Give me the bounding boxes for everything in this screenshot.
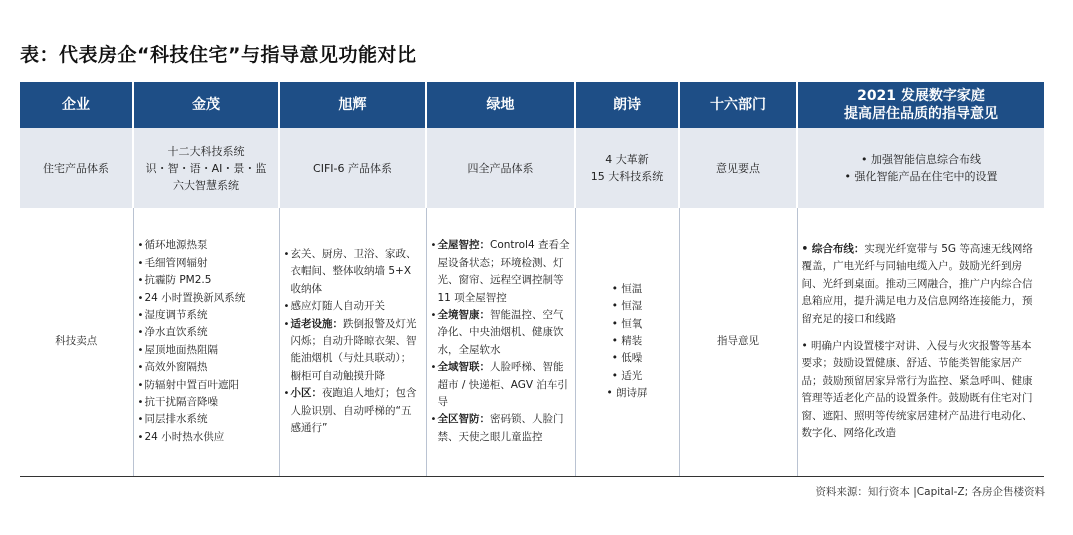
xuhui-feature-item	[284, 298, 422, 315]
lvdi-feature-item-heading: 全域智联：	[437, 361, 490, 374]
header-sixteen-departments: 十六部门	[679, 82, 797, 128]
table-header-row	[20, 82, 1044, 128]
langshi-sell-cell	[575, 208, 679, 476]
product-system-row	[20, 128, 1044, 208]
langshi-system-line: 4 大革新	[605, 153, 649, 166]
header-xuhui: 旭辉	[279, 82, 426, 128]
guide-system-line: • 加强智能信息综合布线	[861, 153, 981, 166]
jinmao-system-line: 识・智・语・AI・景・监	[145, 161, 267, 175]
langshi-feature-item: • 恒温	[611, 282, 643, 295]
header-guide	[797, 82, 1044, 128]
jinmao-feature-item: • 屋顶地面热阻隔	[138, 342, 275, 359]
guide-paragraph-heading: • 综合布线：	[801, 243, 865, 256]
langshi-feature-item: • 恒氧	[611, 317, 643, 330]
header-jinmao: 金茂	[133, 82, 279, 128]
tech-selling-points-row	[20, 208, 1044, 476]
jinmao-feature-item: • 毛细管网辐射	[138, 255, 275, 272]
header-guide-line: 提高居住品质的指导意见	[844, 106, 998, 122]
header-lvdi: 绿地	[426, 82, 575, 128]
langshi-feature-list	[580, 281, 675, 403]
jinmao-feature-item: • 高效外窗隔热	[138, 359, 275, 376]
xuhui-system-cell: CIFI-6 产品体系	[279, 128, 426, 208]
guide-paragraph-text: 实现光纤宽带与 5G 等高速无线网络覆盖，广电光纤与同轴电缆入户。鼓励光纤到房间、光纤到桌面。推动三网融合，推广户内综合信息箱应用，提升满足电力及信息网络连接能力，预留充足的接口和线路	[801, 243, 1033, 325]
lvdi-feature-item-heading: 全区智防：	[437, 413, 490, 426]
langshi-feature-item: • 朗诗屏	[606, 387, 648, 400]
xuhui-feature-item	[284, 316, 422, 386]
lvdi-feature-item-text: 密码锁、人脸门禁、天使之眼儿童监控	[437, 413, 564, 443]
jinmao-system-line: 十二大科技系统	[167, 144, 245, 158]
langshi-feature-item: • 低噪	[611, 352, 643, 365]
xuhui-feature-item-heading: 小区：	[290, 387, 322, 400]
xuhui-feature-item-text: 感应灯随人自动开关	[290, 300, 385, 313]
langshi-system-line: 15 大科技系统	[590, 170, 664, 183]
jinmao-feature-item: • 抗干扰隔音降噪	[138, 394, 275, 411]
langshi-feature-item: • 适光	[611, 369, 643, 382]
lvdi-feature-item-heading: 全境智康：	[437, 308, 490, 321]
lvdi-feature-item	[431, 237, 571, 307]
langshi-system-cell	[575, 128, 679, 208]
xuhui-feature-item	[284, 385, 422, 437]
lvdi-feature-item-text: Control4 查看全屋设备状态；环境检测、灯光、窗帘、远程空调控制等 11 项全屋智控	[437, 239, 570, 304]
xuhui-feature-item-text: 跌倒报警及灯光闪烁；自动升降晾衣架、智能油烟机（与灶具联动）；橱柜可自动触摸升降	[290, 317, 417, 382]
jinmao-sell-cell	[133, 208, 279, 476]
jinmao-feature-item: • 净水直饮系统	[138, 324, 275, 341]
table-title: 表：代表房企“科技住宅”与指导意见功能对比	[20, 44, 417, 66]
header-langshi: 朗诗	[575, 82, 679, 128]
jinmao-system-cell	[133, 128, 279, 208]
comparison-table	[20, 82, 1044, 477]
langshi-feature-item: • 恒湿	[611, 300, 643, 313]
row-label-product-system: 住宅产品体系	[20, 128, 133, 208]
lvdi-feature-item	[431, 307, 571, 359]
jinmao-feature-item: • 循环地源热泵	[138, 237, 275, 254]
jinmao-feature-item: • 同层排水系统	[138, 411, 275, 428]
jinmao-feature-item: • 湿度调节系统	[138, 307, 275, 324]
xuhui-feature-item-text: 夜跑追人地灯；包含人脸识别、自动呼梯的“五感通行”	[290, 387, 417, 435]
xuhui-sell-cell	[279, 208, 426, 476]
xuhui-feature-item-text: 玄关、厨房、卫浴、家政、衣帽间、整体收纳墙 5+X 收纳体	[290, 248, 417, 295]
source-note: 资料来源：知行资本 |Capital-Z; 各房企售楼资料	[815, 486, 1045, 498]
guide-system-line: • 强化智能产品在住宅中的设置	[844, 170, 998, 183]
sixteen-system-cell: 意见要点	[679, 128, 797, 208]
header-enterprise: 企业	[20, 82, 133, 128]
guide-paragraph-text: • 明确户内设置楼宇对讲、入侵与火灾报警等基本要求；鼓励设置健康、舒适、节能类智能家居产品；鼓励预留居家异常行为监控、紧急呼叫、健康管理等适老化产品的设置条件。鼓励既有住宅对门窗、遮阳、照明等传统家居建材产品进行电动化、数字化、网络化改造	[801, 340, 1033, 440]
jinmao-feature-item: • 24 小时热水供应	[138, 429, 275, 446]
lvdi-feature-item-heading: 全屋智控：	[437, 239, 490, 252]
sixteen-sell-cell: 指导意见	[679, 208, 797, 476]
xuhui-feature-list	[284, 246, 422, 437]
langshi-feature-item: • 精装	[611, 335, 643, 348]
lvdi-feature-item	[431, 411, 571, 446]
lvdi-feature-item-text: 人脸呼梯、智能超市 / 快递柜、AGV 泊车引导	[437, 361, 568, 408]
header-guide-line: 2021 发展数字家庭	[857, 88, 985, 104]
guide-paragraph	[802, 338, 1041, 442]
guide-system-cell	[797, 128, 1044, 208]
guide-paragraph	[802, 241, 1041, 328]
jinmao-system-line: 六大智慧系统	[173, 178, 239, 192]
jinmao-feature-item: • 抗霾防 PM2.5	[138, 272, 275, 289]
row-label-tech-selling-points: 科技卖点	[20, 208, 133, 476]
jinmao-feature-item: • 24 小时置换新风系统	[138, 290, 275, 307]
lvdi-feature-list	[431, 237, 571, 446]
lvdi-feature-item	[431, 359, 571, 411]
guide-sell-cell	[797, 208, 1044, 476]
jinmao-feature-list	[138, 237, 275, 446]
lvdi-system-cell: 四全产品体系	[426, 128, 575, 208]
xuhui-feature-item-heading: 适老设施：	[290, 317, 343, 330]
lvdi-sell-cell	[426, 208, 575, 476]
lvdi-feature-item-text: 智能温控、空气净化、中央油烟机、健康饮水，全屋软水	[437, 308, 564, 356]
xuhui-feature-item	[284, 246, 422, 298]
jinmao-feature-item: • 防辐射中置百叶遮阳	[138, 377, 275, 394]
